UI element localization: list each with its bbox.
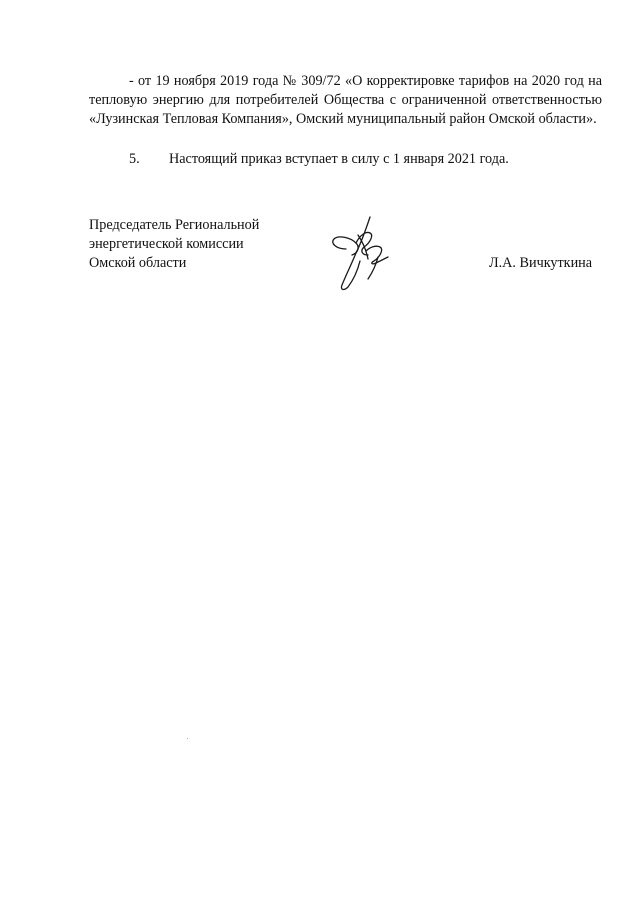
signatory-title-line-1: Председатель Региональной [89, 217, 260, 233]
paragraph-five [89, 150, 602, 169]
paragraph-dash-text: - от 19 ноября 2019 года № 309/72 «О корректировке тарифов на 2020 год на тепловую энергию для потребителей Общества с ограниченной ответственностью «Лузинская Тепловая Компания», Омский муниципальный район Омской области». [89, 73, 602, 127]
paragraph-five-number: 5. [129, 151, 140, 167]
signatory-title-line-2: энергетической комиссии [89, 236, 244, 252]
signatory-title-block [89, 216, 259, 273]
paragraph-five-text: Настоящий приказ вступает в силу с 1 января 2021 года. [169, 151, 509, 167]
paragraph-dash-item [89, 72, 602, 129]
signatory-name: Л.А. Вичкуткина [489, 255, 593, 271]
handwritten-signature [326, 213, 396, 295]
scan-speck [187, 738, 188, 739]
signatory-title-line-3: Омской области [89, 255, 187, 271]
